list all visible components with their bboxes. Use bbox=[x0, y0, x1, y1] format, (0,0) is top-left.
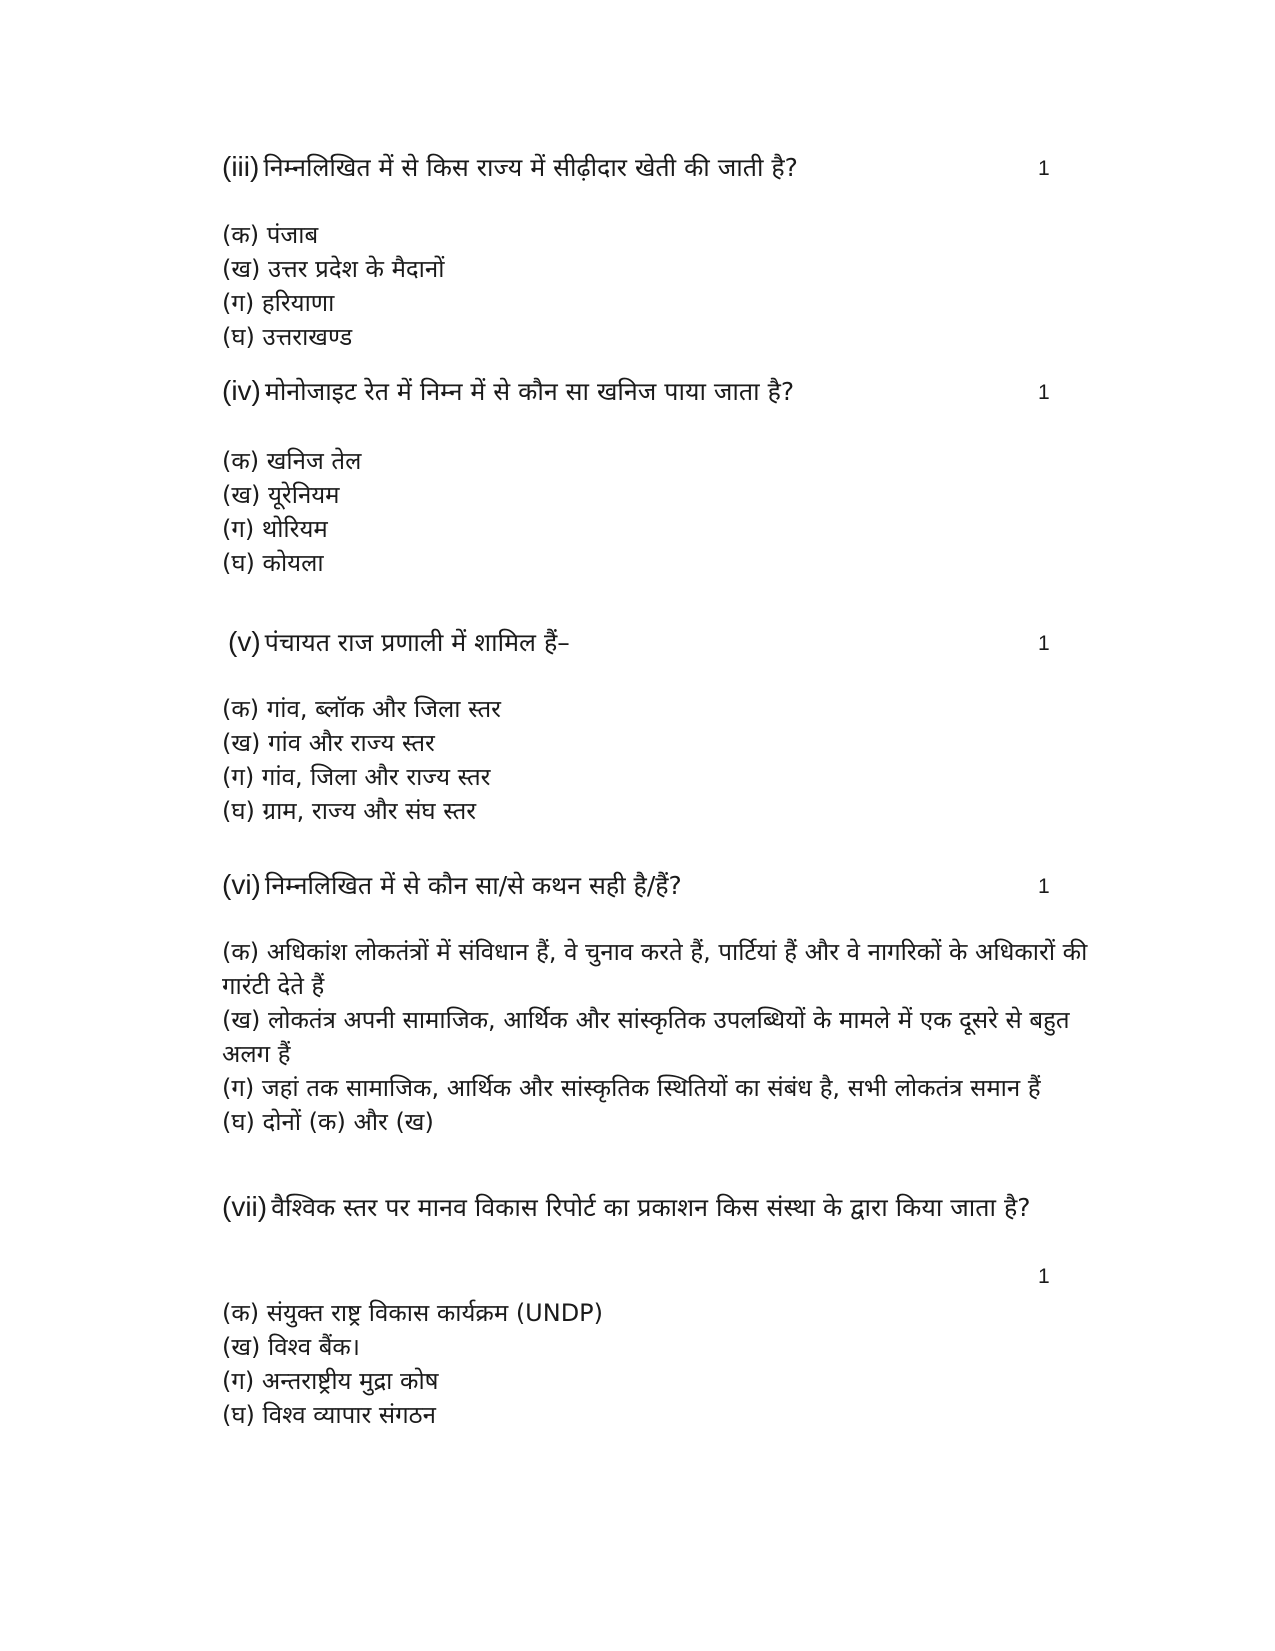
option-kha: (ख) विश्व बैंक। bbox=[222, 1333, 360, 1361]
question-vii bbox=[222, 1190, 1122, 1225]
option-ga: (ग) जहां तक सामाजिक, आर्थिक और सांस्कृतिक स्थितियों का संबंध है, सभी लोकतंत्र समान हैं bbox=[222, 1074, 1041, 1102]
question-iv bbox=[222, 374, 1122, 409]
question-v-heading bbox=[228, 625, 1128, 660]
option-ga: (ग) गांव, जिला और राज्य स्तर bbox=[222, 763, 491, 791]
options-v bbox=[222, 692, 1122, 828]
question-number: (v) bbox=[228, 626, 261, 657]
option-ga: (ग) हरियाणा bbox=[222, 289, 335, 317]
option-gha: (घ) ग्राम, राज्य और संघ स्तर bbox=[222, 797, 477, 825]
question-vi-heading bbox=[222, 868, 1122, 903]
question-iii bbox=[222, 150, 1122, 185]
question-iv-heading bbox=[222, 374, 1122, 409]
option-kha: (ख) उत्तर प्रदेश के मैदानों bbox=[222, 255, 445, 283]
option-ga: (ग) अन्तराष्ट्रीय मुद्रा कोष bbox=[222, 1367, 439, 1395]
option-kha: (ख) यूरेनियम bbox=[222, 481, 340, 509]
option-gha: (घ) उत्तराखण्ड bbox=[222, 323, 353, 351]
question-text: मोनोजाइट रेत में निम्न में से कौन सा खनिज पाया जाता है? bbox=[264, 377, 795, 406]
options-iv bbox=[222, 444, 1122, 580]
option-gha: (घ) विश्व व्यापार संगठन bbox=[222, 1401, 436, 1429]
options-iii bbox=[222, 218, 1122, 354]
options-vi bbox=[222, 935, 1122, 1139]
question-text: पंचायत राज प्रणाली में शामिल हैं– bbox=[264, 628, 570, 657]
option-kha: (ख) गांव और राज्य स्तर bbox=[222, 729, 435, 757]
option-kha: (ख) लोकतंत्र अपनी सामाजिक, आर्थिक और सांस्कृतिक उपलब्धियों के मामले में एक दूसरे से बहुत अलग हैं bbox=[222, 1006, 1070, 1068]
question-iii-heading bbox=[222, 150, 1122, 185]
options-vii bbox=[222, 1296, 1122, 1432]
question-vi bbox=[222, 868, 1122, 903]
question-vii-heading bbox=[222, 1190, 1122, 1225]
question-number: (iii) bbox=[222, 151, 260, 182]
question-text: निम्नलिखित में से कौन सा/से कथन सही है/हैं? bbox=[264, 871, 682, 900]
marks-iii: 1 bbox=[1038, 157, 1050, 180]
option-ka: (क) खनिज तेल bbox=[222, 447, 362, 475]
marks-v: 1 bbox=[1038, 632, 1050, 655]
option-ka: (क) पंजाब bbox=[222, 221, 319, 249]
option-ka: (क) संयुक्त राष्ट्र विकास कार्यक्रम (UNDP) bbox=[222, 1299, 604, 1327]
question-number: (vi) bbox=[222, 869, 261, 900]
option-ka: (क) अधिकांश लोकतंत्रों में संविधान हैं, वे चुनाव करते हैं, पार्टियां हैं और वे नागरिकों के अधिकारों की गारंटी देते हैं bbox=[222, 938, 1088, 1000]
marks-iv: 1 bbox=[1038, 381, 1050, 404]
question-number: (vii) bbox=[222, 1191, 268, 1222]
marks-vi: 1 bbox=[1038, 875, 1050, 898]
marks-vii: 1 bbox=[1038, 1265, 1050, 1288]
question-v bbox=[228, 625, 1128, 660]
question-text: वैश्विक स्तर पर मानव विकास रिपोर्ट का प्रकाशन किस संस्था के द्वारा किया जाता है? bbox=[271, 1193, 1031, 1222]
question-number: (iv) bbox=[222, 375, 261, 406]
option-gha: (घ) कोयला bbox=[222, 549, 324, 577]
question-text: निम्नलिखित में से किस राज्य में सीढ़ीदार खेती की जाती है? bbox=[263, 153, 798, 182]
option-ga: (ग) थोरियम bbox=[222, 515, 328, 543]
option-ka: (क) गांव, ब्लॉक और जिला स्तर bbox=[222, 695, 501, 723]
option-gha: (घ) दोनों (क) और (ख) bbox=[222, 1108, 434, 1136]
